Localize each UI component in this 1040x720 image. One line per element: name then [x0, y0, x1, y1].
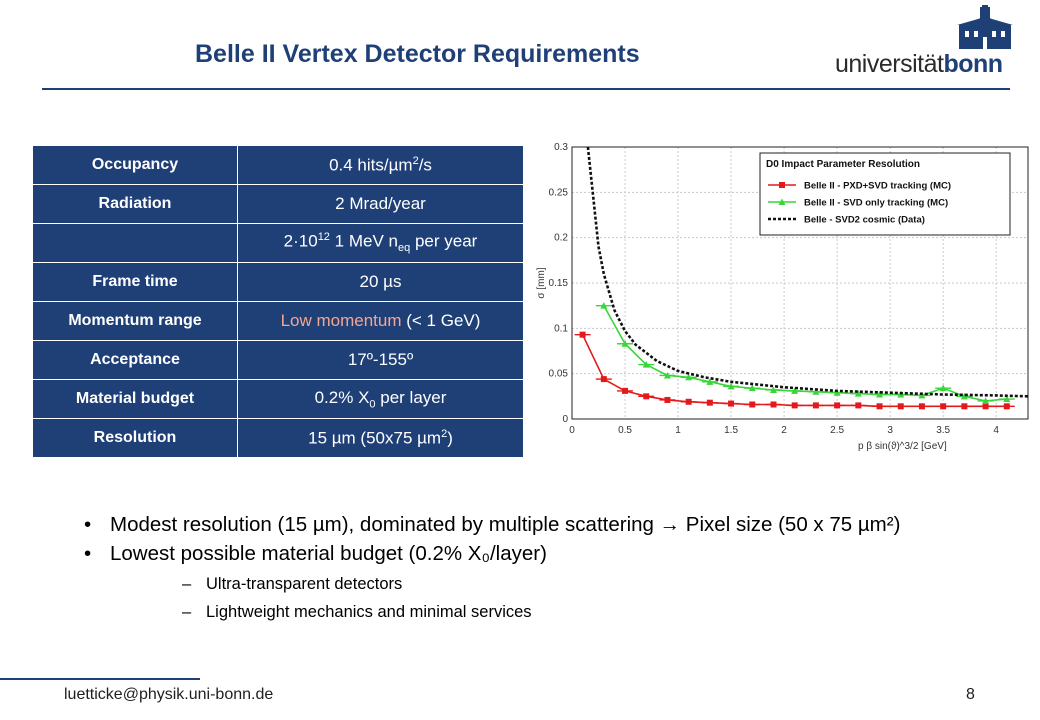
- y-tick-label: 0.15: [548, 278, 568, 289]
- y-tick-label: 0.25: [548, 187, 568, 199]
- legend-label: Belle II - PXD+SVD tracking (MC): [804, 180, 952, 192]
- data-point: [770, 401, 776, 407]
- requirements-table: [32, 145, 524, 458]
- data-point: [643, 393, 649, 399]
- x-tick-label: 2.5: [830, 425, 845, 436]
- legend-marker: [779, 182, 785, 188]
- data-point: [728, 401, 734, 407]
- y-axis-label: σ [mm]: [536, 267, 547, 299]
- bullet-item: • Modest resolution (15 µm), dominated by multiple scattering → Pixel size (50 x 75 µm²): [60, 510, 990, 539]
- impact-parameter-chart: [530, 135, 1035, 470]
- y-tick-label: 0.1: [554, 323, 568, 335]
- data-point: [813, 402, 819, 408]
- x-tick-label: 2: [781, 425, 787, 436]
- data-point: [855, 402, 861, 408]
- table-row: [33, 263, 524, 302]
- table-row: [33, 146, 524, 185]
- footer-email: luetticke@physik.uni-bonn.de: [64, 686, 274, 703]
- data-point: [940, 403, 946, 409]
- param-cell: Frame time: [33, 263, 238, 302]
- building-icon: [955, 5, 1015, 51]
- value-cell: 17º-155º: [238, 341, 524, 380]
- param-cell: Acceptance: [33, 341, 238, 380]
- data-point: [961, 403, 967, 409]
- x-tick-label: 0.5: [618, 425, 632, 436]
- y-tick-label: 0.05: [548, 368, 568, 380]
- value-cell: 0.2% $X_0$ per layer: [238, 380, 524, 419]
- data-point: [898, 403, 904, 409]
- logo-text: universitätbonn: [835, 50, 1003, 78]
- sub-bullet-item: – Ultra-transparent detectors: [182, 575, 403, 593]
- param-cell: Resolution: [33, 419, 238, 458]
- value-cell: 0.4 hits/µm$^2$/s: [238, 146, 524, 185]
- data-point: [707, 400, 713, 406]
- table-row: [33, 224, 524, 263]
- y-tick-label: 0.3: [554, 142, 568, 153]
- data-point: [877, 403, 883, 409]
- x-tick-label: 4: [993, 425, 999, 436]
- table-row: [33, 302, 524, 341]
- table-row: [33, 185, 524, 224]
- bullet-dot-icon: •: [84, 513, 92, 536]
- data-point: [749, 401, 755, 407]
- value-cell: 20 µs: [238, 263, 524, 302]
- table-row: [33, 419, 524, 458]
- param-cell: Radiation: [33, 185, 238, 224]
- data-point: [622, 388, 628, 394]
- data-point: [580, 332, 586, 338]
- data-point: [601, 376, 607, 382]
- data-point: [834, 402, 840, 408]
- x-axis-label: p β sin(ϑ)^3/2 [GeV]: [858, 441, 947, 452]
- x-tick-label: 3.5: [936, 425, 951, 436]
- x-tick-label: 0: [569, 425, 575, 436]
- legend-label: Belle II - SVD only tracking (MC): [804, 197, 949, 209]
- data-point: [983, 403, 989, 409]
- title-divider: [42, 88, 1010, 90]
- x-tick-label: 1: [675, 425, 681, 436]
- x-tick-label: 3: [887, 425, 893, 436]
- param-cell: Occupancy: [33, 146, 238, 185]
- value-cell: 2 Mrad/year: [238, 185, 524, 224]
- footer-divider: [0, 678, 200, 680]
- legend-label: Belle - SVD2 cosmic (Data): [804, 214, 925, 226]
- data-point: [792, 402, 798, 408]
- param-cell: [33, 224, 238, 263]
- data-point: [919, 403, 925, 409]
- y-tick-label: 0.2: [554, 232, 568, 244]
- data-point: [664, 397, 670, 403]
- table-row: [33, 380, 524, 419]
- param-cell: Momentum range: [33, 302, 238, 341]
- data-point: [1004, 403, 1010, 409]
- table-row: [33, 341, 524, 380]
- data-point: [686, 399, 692, 405]
- sub-bullet-item: – Lightweight mechanics and minimal services: [182, 603, 532, 621]
- param-cell: Material budget: [33, 380, 238, 419]
- value-cell: 15 µm (50x75 µm$^2$): [238, 419, 524, 458]
- x-tick-label: 1.5: [724, 425, 739, 436]
- bullet-dot-icon: •: [84, 542, 92, 565]
- bullet-item: • Lowest possible material budget (0.2% X₀/layer) – Ultra-transparent detectors – Lightweight mechanics and minimal services: [60, 539, 990, 626]
- value-cell: Low momentum (< 1 GeV): [238, 302, 524, 341]
- value-cell: $2\cdot 10^{12}$ 1 MeV $n_{eq}$ per year: [238, 224, 524, 263]
- chart-title: D0 Impact Parameter Resolution: [766, 159, 920, 170]
- slide-title: Belle II Vertex Detector Requirements: [195, 40, 640, 68]
- sub-bullet-list: [110, 570, 990, 626]
- university-logo: [835, 5, 1030, 83]
- page-number: 8: [966, 686, 975, 703]
- y-tick-label: 0: [562, 414, 568, 425]
- bullet-list: [60, 510, 990, 632]
